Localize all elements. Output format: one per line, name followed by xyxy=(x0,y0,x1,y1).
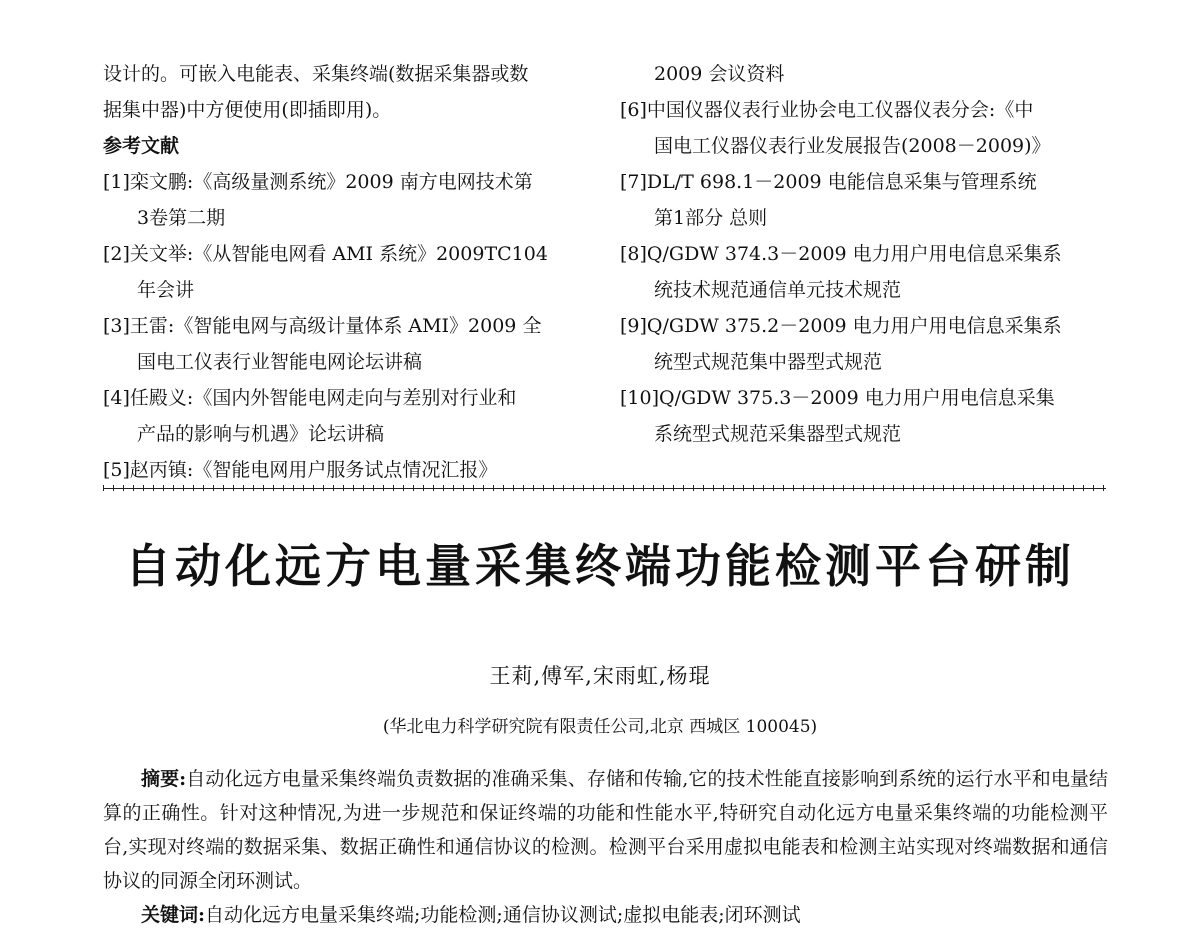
paper-authors: 王莉,傅军,宋雨虹,杨琨 xyxy=(489,664,711,688)
abstract-text: 自动化远方电量采集终端负责数据的准确采集、存储和传输,它的技术性能直接影响到系统的运行水平和电量结算的正确性。针对这种情况,为进一步规范和保证终端的功能和性能水平,特研究自动化远方电量采集终端的功能检测平台,实现对终端的数据采集、数据正确性和通信协议的检测。检测平台采用虚拟电能表和检测主站实现对终端数据和通信协议的同源全闭环测试。 xyxy=(103,768,1108,892)
reference-item xyxy=(103,164,595,236)
reference-text: 栾文鹏:《高级量测系统》2009 南方电网技术第 xyxy=(129,171,533,193)
reference-number: [3] xyxy=(103,315,130,337)
references-heading: 参考文献 xyxy=(103,135,180,157)
reference-item xyxy=(620,236,1115,308)
reference-text: 任殿义:《国内外智能电网走向与差别对行业和 xyxy=(129,387,517,409)
reference-text-cont: 国电工仪器仪表行业发展报告(2008－2009)》 xyxy=(654,135,1051,157)
reference-text: 关文举:《从智能电网看 AMI 系统》2009TC104 xyxy=(129,243,548,265)
reference-item xyxy=(103,308,595,380)
left-column xyxy=(103,56,595,488)
reference-text-cont: 统技术规范通信单元技术规范 xyxy=(654,279,902,301)
abstract-label: 摘要: xyxy=(141,768,187,790)
reference-item xyxy=(620,92,1115,164)
reference-continuation: 2009 会议资料 xyxy=(654,63,785,85)
intro-line: 据集中器)中方便使用(即插即用)。 xyxy=(103,99,392,121)
reference-number: [1] xyxy=(103,171,130,193)
right-column xyxy=(620,56,1115,452)
reference-text-cont: 产品的影响与机遇》论坛讲稿 xyxy=(137,423,385,445)
keywords-label: 关键词: xyxy=(141,904,206,926)
reference-text-cont: 国电工仪表行业智能电网论坛讲稿 xyxy=(137,351,423,373)
paper-affiliation: (华北电力科学研究院有限责任公司,北京 西城区 100045) xyxy=(382,717,818,737)
section-divider xyxy=(103,485,1106,491)
reference-text: 王雷:《智能电网与高级计量体系 AMI》2009 全 xyxy=(129,315,542,337)
intro-line: 设计的。可嵌入电能表、采集终端(数据采集器或数 xyxy=(103,63,529,85)
reference-text: 中国仪器仪表行业协会电工仪器仪表分会:《中 xyxy=(646,99,1034,121)
reference-item xyxy=(103,236,595,308)
reference-text: DL/T 698.1－2009 电能信息采集与管理系统 xyxy=(646,171,1037,193)
reference-item xyxy=(103,380,595,452)
reference-item xyxy=(620,308,1115,380)
reference-text-cont: 第1部分 总则 xyxy=(654,207,768,229)
paper-title: 自动化远方电量采集终端功能检测平台研制 xyxy=(125,539,1075,593)
reference-number: [6] xyxy=(620,99,647,121)
abstract xyxy=(103,762,1108,898)
reference-text-cont: 系统型式规范采集器型式规范 xyxy=(654,423,902,445)
reference-number: [4] xyxy=(103,387,130,409)
reference-text: 赵丙镇:《智能电网用户服务试点情况汇报》 xyxy=(129,459,498,481)
reference-text: Q/GDW 374.3－2009 电力用户用电信息采集系 xyxy=(646,243,1062,265)
reference-number: [2] xyxy=(103,243,130,265)
keywords-text: 自动化远方电量采集终端;功能检测;通信协议测试;虚拟电能表;闭环测试 xyxy=(205,904,801,926)
reference-number: [10] xyxy=(620,387,660,409)
reference-number: [9] xyxy=(620,315,647,337)
reference-text: Q/GDW 375.3－2009 电力用户用电信息采集 xyxy=(659,387,1055,409)
keywords xyxy=(141,898,801,932)
reference-text-cont: 年会讲 xyxy=(137,279,195,301)
reference-text-cont: 3卷第二期 xyxy=(137,207,226,229)
reference-item xyxy=(103,452,595,488)
reference-item xyxy=(620,380,1115,452)
reference-number: [7] xyxy=(620,171,647,193)
reference-text: Q/GDW 375.2－2009 电力用户用电信息采集系 xyxy=(646,315,1062,337)
reference-number: [8] xyxy=(620,243,647,265)
reference-item xyxy=(620,164,1115,236)
reference-number: [5] xyxy=(103,459,130,481)
reference-text-cont: 统型式规范集中器型式规范 xyxy=(654,351,883,373)
